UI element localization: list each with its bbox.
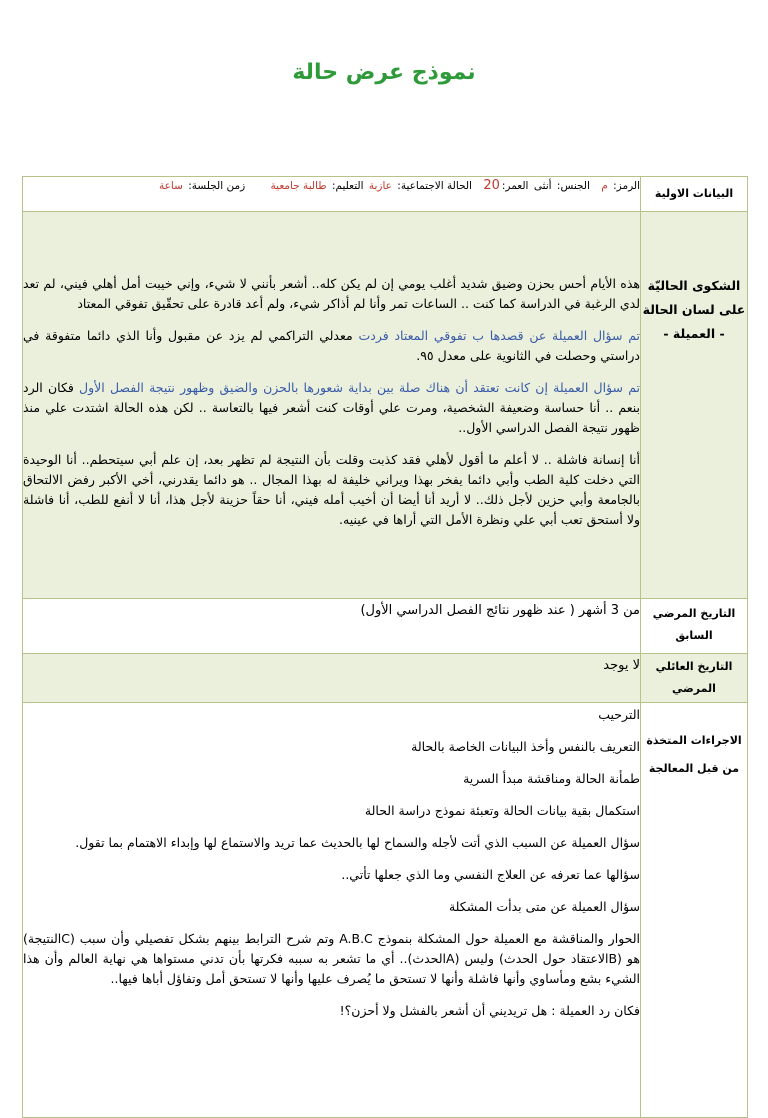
procedure-item: فكان رد العميلة : هل تريديني أن أشعر بالفشل ولا أحزن؟!	[339, 1003, 640, 1018]
procedure-item: سؤالها عما تعرفه عن العلاج النفسي وما الذي جعلها تأتي..	[341, 867, 640, 882]
family-history-text: لا يوجد	[603, 658, 640, 673]
complaint-paragraph-3	[23, 378, 640, 438]
complaint-paragraph-2	[23, 326, 640, 366]
row-initial-data	[23, 177, 748, 212]
complaint-label-text: الشكوى الحاليّة على لسان الحالة - العميلة -	[642, 278, 746, 341]
label-family-history: التاريخ العائلي المرضي	[641, 654, 748, 703]
row-past-history	[23, 599, 748, 654]
row-complaint	[23, 212, 748, 599]
question-2: تم سؤال العميلة إن كانت تعتقد أن هناك صلة بين بداية شعورها بالحزن والضيق وظهور نتيجة الفصل الأول	[79, 380, 641, 395]
row-family-history	[23, 654, 748, 703]
procedure-item: استكمال بقية بيانات الحالة وتعبئة نموذج دراسة الحالة	[364, 803, 640, 818]
gender-label: الجنس:	[556, 180, 590, 192]
row-procedures	[23, 703, 748, 1118]
procedure-item: سؤال العميلة عن متى بدأت المشكلة	[448, 899, 640, 914]
procedure-item: الترحيب	[598, 707, 640, 722]
label-complaint	[641, 212, 748, 599]
edu-value: طالبة جامعية	[270, 180, 327, 192]
family-history-content	[23, 654, 641, 703]
initial-data-content	[23, 177, 641, 212]
social-value: عازبة	[368, 180, 392, 192]
complaint-paragraph-4: أنا إنسانة فاشلة .. لا أعلم ما أقول لأهلي فقد كذبت وقلت بأن النتيجة لم تظهر بعد، إن علم أبي سيتحطم.. أنا الوحيدة التي دخلت كلية الطب وأبي دائما يفخر بهذا ويراني خليفة له بهذا المجال .. هو دائما يقدرني، أخي الأكبر رفض الالتحاق بالجامعة وأبي حزين لأجل ذلك.. لا أريد أنا أيضا أن أخيب أمله فيني، أنا حقاً حزينة لأجل هذا، أنا لا أنفع للطب، أنا فاشلة ولا أستحق تعب أبي علي ونظرة الأمل التي أراها في عينيه.	[23, 452, 640, 527]
answer-1: معدلي التراكمي لم يزد عن مقبول وأنا الذي دائما متفوقة في دراستي وحصلت في الثانوية على معدل ٩٥.	[23, 328, 640, 363]
past-history-text: من 3 أشهر ( عند ظهور نتائج الفصل الدراسي الأول)	[360, 603, 640, 618]
age-label: العمر:	[501, 180, 529, 192]
procedure-item: سؤال العميلة عن السبب الذي أتت لأجله والسماح لها بالحديث عما تريد والاستماع لها وإبداء الاهتمام بما تقول.	[75, 835, 640, 850]
complaint-content	[23, 212, 641, 599]
gender-value: أنثى	[533, 180, 552, 192]
procedure-item: الحوار والمناقشة مع العميلة حول المشكلة بنموذج A.B.C وتم شرح الترابط بينهم بشكل تفصيلي وأن سبب (Cالنتيجة) هو (Bالاعتقاد حول الحدث) وليس (Aالحدث).. أي ما تشعر به سببه فكرتها بأن تدني مستواها هي نهاية العالم وأن هذا الشيء بشع ومأساوي وأنها فاشلة وأنها لا تستحق ما يُصرف عليها وأنها لا تستحق أمل وتفاؤل أباها فيها..	[23, 931, 641, 986]
case-table	[22, 176, 748, 1118]
page-title: نموذج عرض حالة	[292, 60, 476, 85]
procedures-content	[23, 703, 641, 1118]
social-label: الحالة الاجتماعية:	[397, 180, 472, 192]
past-history-content	[23, 599, 641, 654]
label-procedures	[641, 703, 748, 1118]
question-1: تم سؤال العميلة عن قصدها ب تفوقي المعتاد فردت	[358, 328, 640, 343]
procedure-item: طمأنة الحالة ومناقشة مبدأ السرية	[463, 771, 640, 786]
label-past-history: التاريخ المرضي السابق	[641, 599, 748, 654]
session-value: ساعة	[159, 180, 183, 192]
session-label: زمن الجلسة:	[188, 180, 246, 192]
code-value: م	[601, 180, 608, 192]
code-label: الرمز:	[613, 180, 640, 192]
complaint-paragraph-1: هذه الأيام أحس بحزن وضيق شديد أغلب يومي إن لم يكن كله.. أشعر بأنني لا شيء، وإني خيبت أمل أهلي فيني، لم تعد لدي الرغبة في الدراسة كما كنت .. الساعات تمر وأنا لم أذاكر شيء، ولم أعد قادرة على تحقّيق تفوقي المعتاد	[23, 276, 640, 311]
age-value: 20	[483, 178, 500, 193]
label-initial-data: البيانات الاولية	[641, 177, 748, 212]
edu-label: التعليم:	[331, 180, 364, 192]
procedures-label-text: الاجراءات المتخذة من قبل المعالجة	[646, 734, 742, 775]
procedure-item: التعريف بالنفس وأخذ البيانات الخاصة بالحالة	[411, 739, 640, 754]
answer-2: فكان الرد بنعم .. أنا حساسة وضعيفة الشخصية، ومرت علي أوقات كنت أشعر فيها بالتعاسة .. لكن هذه الحالة اشتدت علي منذ ظهور نتيجة الفصل الدراسي الأول..	[23, 380, 640, 435]
